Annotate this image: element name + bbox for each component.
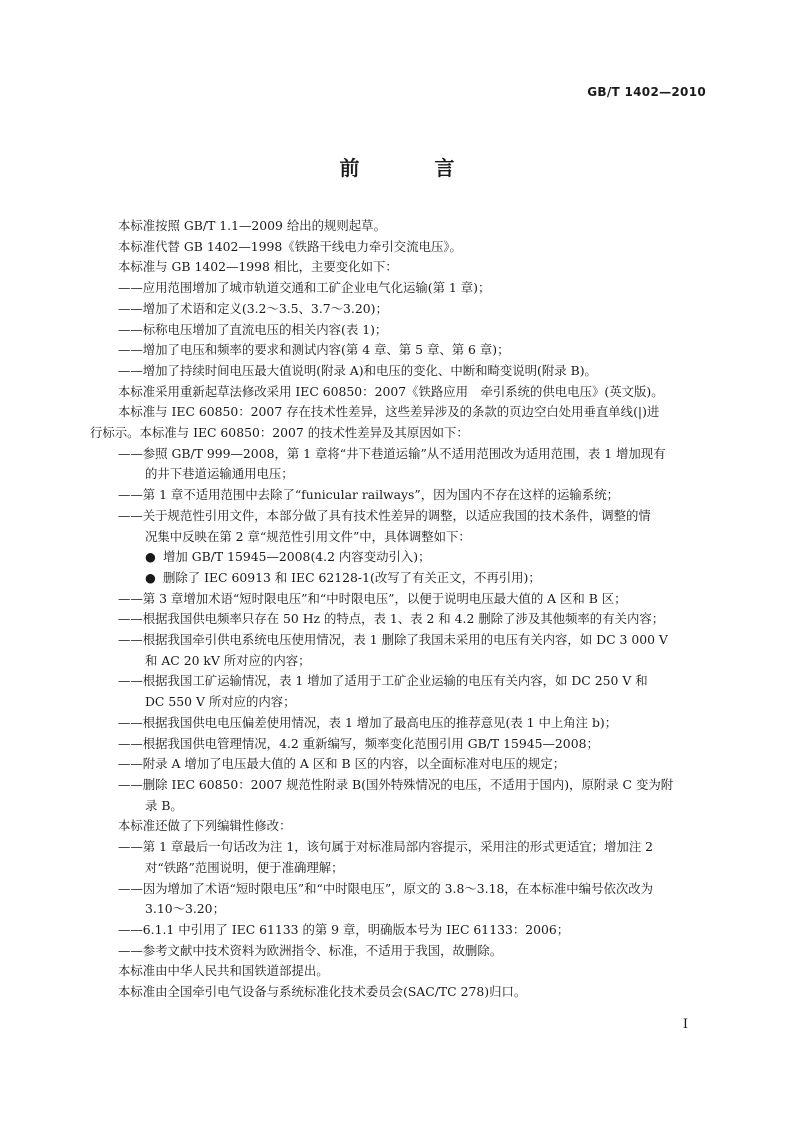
change-item: ——应用范围增加了城市轨道交通和工矿企业电气化运输(第 1 章)； <box>118 280 491 296</box>
bullet-text: 增加 GB/T 15945—2008(4.2 内容变动引入)； <box>163 549 431 565</box>
difference-item-continued: 和 AC 20 kV 所对应的内容； <box>145 652 311 668</box>
change-item: ——增加了持续时间电压最大值说明(附录 A)和电压的变化、中断和畸变说明(附录 B)。 <box>118 362 597 378</box>
change-item: ——标称电压增加了直流电压的相关内容(表 1)； <box>118 321 388 337</box>
paragraph-line: 本标准代替 GB 1402—1998《铁路干线电力牵引交流电压》。 <box>118 238 462 254</box>
difference-item-continued: 况集中反映在第 2 章“规范性引用文件”中，具体调整如下： <box>145 528 471 544</box>
difference-item: ——附录 A 增加了电压最大值的 A 区和 B 区的内容，以全面标准对电压的规定； <box>118 756 566 772</box>
paragraph-line: 本标准还做了下列编辑性修改： <box>118 818 292 834</box>
difference-item-continued: 录 B。 <box>145 797 183 813</box>
change-item: ——增加了术语和定义(3.2～3.5、3.7～3.20)； <box>118 300 388 316</box>
editorial-item: ——6.1.1 中引用了 IEC 61133 的第 9 章，明确版本号为 IEC 61133：2006； <box>118 921 570 937</box>
bullet-text: 删除了 IEC 60913 和 IEC 62128-1(改写了有关正文，不再引用)； <box>163 569 541 585</box>
difference-item: ——删除 IEC 60850：2007 规范性附录 B(国外特殊情况的电压，不适用于国内)，原附录 C 变为附 <box>118 776 674 792</box>
difference-item: ——关于规范性引用文件，本部分做了具有技术性差异的调整，以适应我国的技术条件，调整的情 <box>118 507 651 523</box>
editorial-item: ——参考文献中技术资料为欧洲指令、标准，不适用于我国，故删除。 <box>118 942 503 958</box>
paragraph-line: 本标准与 IEC 60850：2007 存在技术性差异，这些差异涉及的条款的页边空白处用垂直单线(|)进 <box>118 404 660 420</box>
difference-item-continued: 的井下巷道运输通用电压； <box>145 466 294 482</box>
bullet-icon: ● <box>145 549 156 565</box>
paragraph-line: 行标示。本标准与 IEC 60850：2007 的技术性差异及其原因如下： <box>90 425 469 441</box>
bullet-item <box>90 547 708 568</box>
difference-item: ——根据我国牵引供电系统电压使用情况，表 1 删除了我国未采用的电压有关内容，如 DC 3 000 V <box>118 632 668 648</box>
bullet-icon: ● <box>145 569 156 585</box>
difference-item: ——根据我国供电管理情况，4.2 重新编写，频率变化范围引用 GB/T 15945—2008； <box>118 735 599 751</box>
paragraph-line: 本标准按照 GB/T 1.1—2009 给出的规则起草。 <box>118 218 386 233</box>
paragraph-line: 本标准采用重新起草法修改采用 IEC 60850：2007《铁路应用 牵引系统的供电电压》(英文版)。 <box>118 383 664 399</box>
difference-item: ——参照 GB/T 999—2008，第 1 章将“井下巷道运输”从不适用范围改为适用范围，表 1 增加现有 <box>118 445 666 461</box>
editorial-item: ——第 1 章最后一句话改为注 1，该句属于对标准局部内容提示，采用注的形式更适宜；增加注 2 <box>118 839 654 855</box>
editorial-item: ——因为增加了术语“短时限电压”和“中时限电压”，原文的 3.8～3.18，在本标准中编号依次改为 <box>118 880 654 896</box>
difference-item: ——第 1 章不适用范围中去除了“funicular railways”，因为国内不存在这样的运输系统； <box>118 487 619 503</box>
difference-item: ——根据我国供电频率只存在 50 Hz 的特点，表 1、表 2 和 4.2 删除了涉及其他频率的有关内容； <box>118 611 665 627</box>
paragraph-line: 本标准由全国牵引电气设备与系统标准化技术委员会(SAC/TC 278)归口。 <box>118 984 527 1000</box>
difference-item-continued: DC 550 V 所对应的内容； <box>145 694 296 710</box>
difference-item: ——根据我国供电电压偏差使用情况，表 1 增加了最高电压的推荐意见(表 1 中上角注 b)； <box>118 714 618 730</box>
difference-item: ——根据我国工矿运输情况，表 1 增加了适用于工矿企业运输的电压有关内容，如 DC 250 V 和 <box>118 673 648 689</box>
foreword-body <box>90 216 708 1003</box>
editorial-item-continued: 3.10～3.20； <box>145 901 225 917</box>
bullet-item <box>90 568 708 589</box>
paragraph-line: 本标准由中华人民共和国铁道部提出。 <box>118 963 329 979</box>
paragraph-line: 本标准与 GB 1402—1998 相比，主要变化如下： <box>118 259 398 275</box>
standard-code: GB/T 1402—2010 <box>587 85 706 99</box>
difference-item: ——第 3 章增加术语“短时限电压”和“中时限电压”，以便于说明电压最大值的 A 区和 B 区； <box>118 590 627 606</box>
page-number: I <box>682 1017 688 1032</box>
page-title: 前 言 <box>339 156 489 180</box>
editorial-item-continued: 对“铁路”范围说明，便于准确理解； <box>145 859 344 875</box>
change-item: ——增加了电压和频率的要求和测试内容(第 4 章、第 5 章、第 6 章)； <box>118 342 510 358</box>
